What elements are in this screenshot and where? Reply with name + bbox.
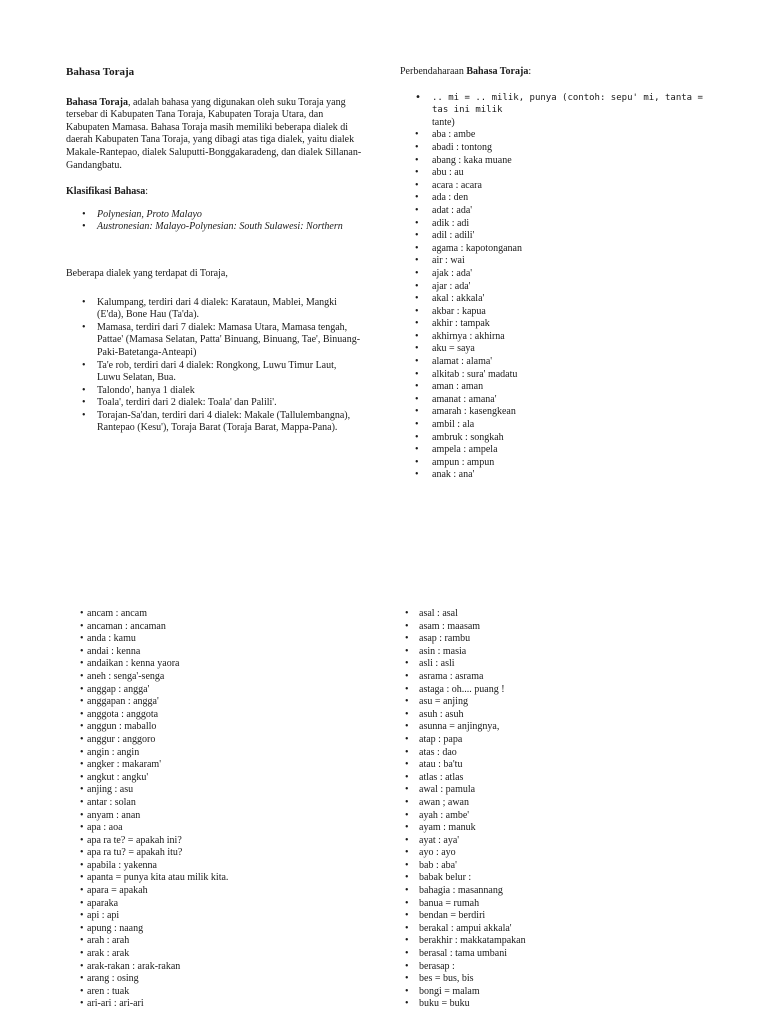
list-item: • ayo : ayo [403,847,723,860]
vocab-column-bottom-right [403,608,723,1011]
list-item: • atlas : atlas [403,772,723,785]
list-item: • arah : arah [66,935,366,948]
list-item: • anggur : anggoro [66,734,366,747]
list-item: • aku = saya [400,343,720,356]
list-item: • anyam : anan [66,810,366,823]
list-item: • asuh : asuh [403,709,723,722]
list-item: • ari-ari : ari-ari [66,998,366,1011]
list-item: • berasap : [403,961,723,974]
vocab-column-bottom-left [66,608,366,1011]
list-item: • akhir : tampak [400,318,720,331]
list-item: • antar : solan [66,797,366,810]
list-item: • andaikan : kenna yaora [66,658,366,671]
list-item: • ambil : ala [400,419,720,432]
vocab-list-b [66,608,366,1011]
list-item: • bongi = malam [403,986,723,999]
list-item: • bab : aba' [403,860,723,873]
list-item: • .. mi = .. milik, punya (contoh: sepu' mi, tanta = tas ini milik [400,92,720,117]
list-item: • berakal : ampui akkala' [403,923,723,936]
list-item: • acara : acara [400,180,720,193]
list-item: • ambruk : songkah [400,432,720,445]
list-item: • andai : kenna [66,646,366,659]
vocab-list-a [400,92,720,117]
list-item: • abadi : tontong [400,142,720,155]
list-item: • anggun : maballo [66,721,366,734]
list-item: • Austronesian: Malayo-Polynesian: South Sulawesi: Northern [66,221,366,234]
list-item: • anggap : angga' [66,684,366,697]
list-item: • ayam : manuk [403,822,723,835]
list-item: • Kalumpang, terdiri dari 4 dialek: Karataun, Mablei, Mangki (E'da), Bone Hau (Ta'da). [66,297,366,322]
list-item: • api : api [66,910,366,923]
list-item: • buku = buku [403,998,723,1011]
list-item: • ancam : ancam [66,608,366,621]
list-item: • amarah : kasengkean [400,406,720,419]
list-item: • ancaman : ancaman [66,621,366,634]
list-item: • angker : makaram' [66,759,366,772]
intro-bold-term: Bahasa Toraja [66,96,128,108]
list-item: • Ta'e rob, terdiri dari 4 dialek: Rongkong, Luwu Timur Laut, Luwu Selatan, Bua. [66,360,366,385]
list-item: • Polynesian, Proto Malayo [66,209,366,222]
vocab-heading: Perbendaharaan Bahasa Toraja: [400,66,532,77]
list-item: • asunna = anjingnya, [403,721,723,734]
dialek-heading: Beberapa dialek yang terdapat di Toraja, [66,267,228,279]
list-item: • arak : arak [66,948,366,961]
list-item: • asal : asal [403,608,723,621]
list-item: • apanta = punya kita atau milik kita. [66,872,366,885]
list-item: • awal : pamula [403,784,723,797]
list-item: • asin : masia [403,646,723,659]
list-item: • Toala', terdiri dari 2 dialek: Toala' dan Palili'. [66,397,366,410]
list-item: • agama : kapotonganan [400,243,720,256]
klasifikasi-list [66,209,366,234]
list-item: • anggota : anggota [66,709,366,722]
article-intro [66,97,366,173]
list-item: • astaga : oh.... puang ! [403,684,723,697]
list-item: • asrama : asrama [403,671,723,684]
article-column [66,66,366,435]
list-item: • aren : tuak [66,986,366,999]
list-item: • arang : osing [66,973,366,986]
list-item: • bendan = berdiri [403,910,723,923]
list-item: • amanat : amana' [400,394,720,407]
list-item: • asu = anjing [403,696,723,709]
article-title: Bahasa Toraja [66,66,135,78]
list-item: • aman : aman [400,381,720,394]
list-item: • ayah : ambe' [403,810,723,823]
list-item: • akbar : kapua [400,306,720,319]
list-item: • bahagia : masannang [403,885,723,898]
list-item: • ampela : ampela [400,444,720,457]
list-item: • Talondo', hanya 1 dialek [66,385,366,398]
list-item: • anda : kamu [66,633,366,646]
list-item: • atau : ba'tu [403,759,723,772]
list-item: • aneh : senga'-senga [66,671,366,684]
list-item: • angkut : angku' [66,772,366,785]
dialek-list [66,297,366,436]
list-item: • akhirnya : akhirna [400,331,720,344]
list-item: • adat : ada' [400,205,720,218]
list-item: • apabila : yakenna [66,860,366,873]
list-item: • arak-rakan : arak-rakan [66,961,366,974]
vocab-list-a-entries [400,129,720,482]
list-item: • air : wai [400,255,720,268]
list-item: • asam : maasam [403,621,723,634]
list-item: • Torajan-Sa'dan, terdiri dari 4 dialek: Makale (Tallulembangna), Rantepao (Kesu'), Toraja Barat (Toraja Barat, Mappa-Pana). [66,410,366,435]
list-item: • ayat : aya' [403,835,723,848]
list-item: • alamat : alama' [400,356,720,369]
list-item: • ampun : ampun [400,457,720,470]
list-item: • banua = rumah [403,898,723,911]
vocab-column-top [400,66,720,482]
list-item: • anjing : asu [66,784,366,797]
list-item: • awan ; awan [403,797,723,810]
list-item: • aba : ambe [400,129,720,142]
list-item: • atas : dao [403,747,723,760]
list-item: • adik : adi [400,218,720,231]
list-item: • anggapan : angga' [66,696,366,709]
list-item: • asap : rambu [403,633,723,646]
list-item-continuation: tante) [432,116,455,128]
list-item: • ada : den [400,192,720,205]
list-item: • Mamasa, terdiri dari 7 dialek: Mamasa Utara, Mamasa tengah, Pattae' (Mamasa Selatan, Patta' Binuang, Binuang, Tae', Binuang-Paki-Batetanga-Anteapi) [66,322,366,360]
list-item: • berasal : tama umbani [403,948,723,961]
list-item: • apung : naang [66,923,366,936]
list-item: • asli : asli [403,658,723,671]
list-item: • apara = apakah [66,885,366,898]
intro-text: , adalah bahasa yang digunakan oleh suku Toraja yang tersebar di Kabupaten Tana Toraja, Kabupaten Toraja Utara, dan Kabupaten Mamasa. Bahasa Toraja masih memiliki beberapa dialek di daerah Kabupaten Tana Toraja, yang dibagi atas tiga dialek, yaitu dialek Makale-Rantepao, dialek Saluputti-Bonggakaradeng, dan dialek Sillanan-Gandangbatu. [66,96,362,171]
list-item: • aparaka [66,898,366,911]
list-item: • apa ra te? = apakah ini? [66,835,366,848]
klasifikasi-heading: Klasifikasi Bahasa: [66,186,148,198]
list-item: • adil : adili' [400,230,720,243]
list-item: • anak : ana' [400,469,720,482]
list-item: • bes = bus, bis [403,973,723,986]
list-item: • ajak : ada' [400,268,720,281]
list-item: • ajar : ada' [400,281,720,294]
list-item: • abang : kaka muane [400,155,720,168]
list-item: • alkitab : sura' madatu [400,369,720,382]
list-item: • babak belur : [403,872,723,885]
list-item: • angin : angin [66,747,366,760]
list-item: • apa ra tu? = apakah itu? [66,847,366,860]
list-item: • berakhir : makkatampakan [403,935,723,948]
list-item: • atap : papa [403,734,723,747]
list-item: • akal : akkala' [400,293,720,306]
list-item: • apa : aoa [66,822,366,835]
vocab-list-c [403,608,723,1011]
list-item: • abu : au [400,167,720,180]
